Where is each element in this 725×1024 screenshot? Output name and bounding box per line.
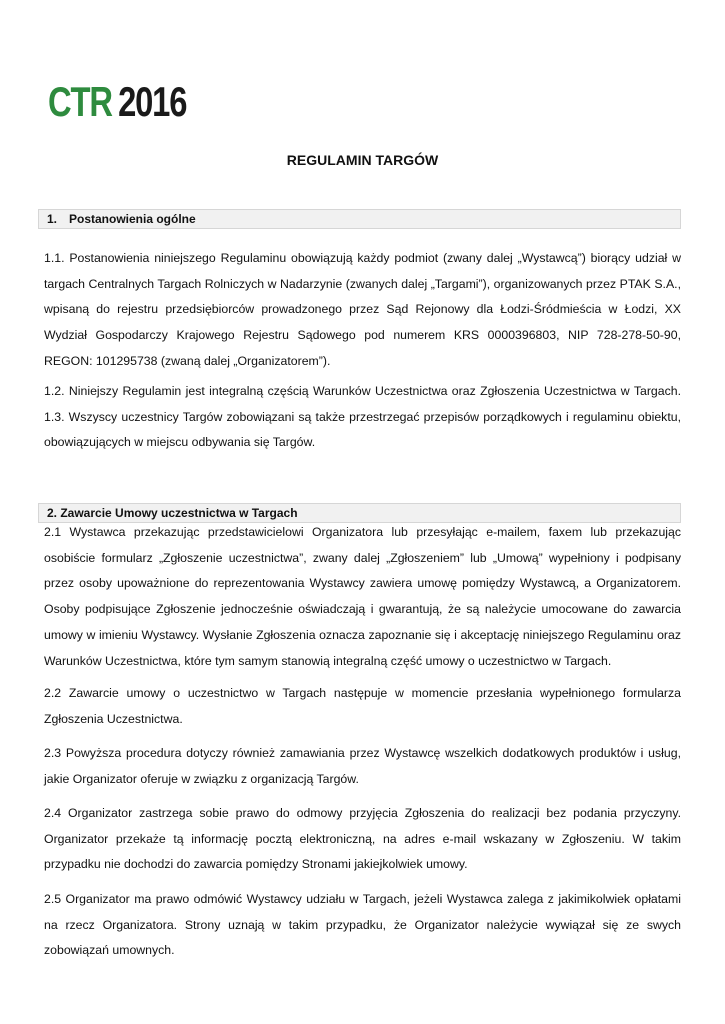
section-2-heading-text: 2. Zawarcie Umowy uczestnictwa w Targach bbox=[47, 506, 298, 520]
paragraph-2-1: 2.1 Wystawca przekazując przedstawicielowi Organizatora lub przesyłając e-mailem, faxem lub przekazując osobiście formularz „Zgłoszenie uczestnictwa”, zwany dalej „Zgłoszeniem” lub „Umową” wypełniony i podpisany przez osoby upoważnione do reprezentowania Wystawcy zawiera umowę pomiędzy Wystawcą, a Organizatorem. Osoby podpisujące Zgłoszenie jednocześnie oświadczają i gwarantują, że są należycie umocowane do zawarcia umowy w imieniu Wystawcy. Wysłanie Zgłoszenia oznacza zapoznanie się i akceptację niniejszego Regulaminu oraz Warunków Uczestnictwa, które tym samym stanowią integralną część umowy o uczestnictwo w Targach. bbox=[44, 525, 681, 668]
document-title: REGULAMIN TARGÓW bbox=[286, 152, 439, 168]
paragraph-2-4: 2.4 Organizator zastrzega sobie prawo do odmowy przyjęcia Zgłoszenia do realizacji bez podania przyczyny. Organizator przekaże tą informację pocztą elektroniczną, na adres e-mail wskazany w Zgłoszeniu. W takim przypadku nie dochodzi do zawarcia pomiędzy Stronami jakiejkolwiek umowy. bbox=[44, 806, 681, 872]
ctr-2016-logo bbox=[48, 80, 186, 124]
paragraph-1-2: 1.2. Niniejszy Regulamin jest integralną częścią Warunków Uczestnictwa oraz Zgłoszenia Uczestnictwa w Targach. 1.3. Wszyscy uczestnicy Targów zobowiązani są także przestrzegać przepisów porządkowych i regulaminu obiektu, obowiązujących w miejscu odbywania się Targów. bbox=[44, 384, 681, 450]
section-1-heading bbox=[38, 209, 681, 229]
paragraph-2-2: 2.2 Zawarcie umowy o uczestnictwo w Targach następuje w momencie przesłania wypełnionego formularza Zgłoszenia Uczestnictwa. bbox=[44, 686, 681, 726]
logo-ctr-text: CTR bbox=[48, 78, 112, 125]
section-1-heading-text: Postanowienia ogólne bbox=[69, 212, 196, 226]
section-1-number: 1. bbox=[47, 212, 58, 226]
paragraph-2-3: 2.3 Powyższa procedura dotyczy również zamawiania przez Wystawcę wszelkich dodatkowych produktów i usług, jakie Organizator oferuje w związku z organizacją Targów. bbox=[44, 746, 681, 786]
logo-year-text: 2016 bbox=[118, 78, 187, 125]
paragraph-2-5: 2.5 Organizator ma prawo odmówić Wystawcy udziału w Targach, jeżeli Wystawca zalega z jakimikolwiek opłatami na rzecz Organizatora. Strony uznają w takim przypadku, że Organizator należycie wywiązał się ze swych zobowiązań umownych. bbox=[44, 892, 681, 958]
paragraph-1-1: 1.1. Postanowienia niniejszego Regulaminu obowiązują każdy podmiot (zwany dalej „Wystawcą”) biorący udział w targach Centralnych Targach Rolniczych w Nadarzynie (zwanych dalej „Targami”), organizowanych przez PTAK S.A., wpisaną do rejestru przedsiębiorców prowadzonego przez Sąd Rejonowy dla Łodzi-Śródmieścia w Łodzi, XX Wydział Gospodarczy Krajowego Rejestru Sądowego pod numerem KRS 0000396803, NIP 728-278-50-90, REGON: 101295738 (zwaną dalej „Organizatorem”). bbox=[44, 251, 681, 368]
